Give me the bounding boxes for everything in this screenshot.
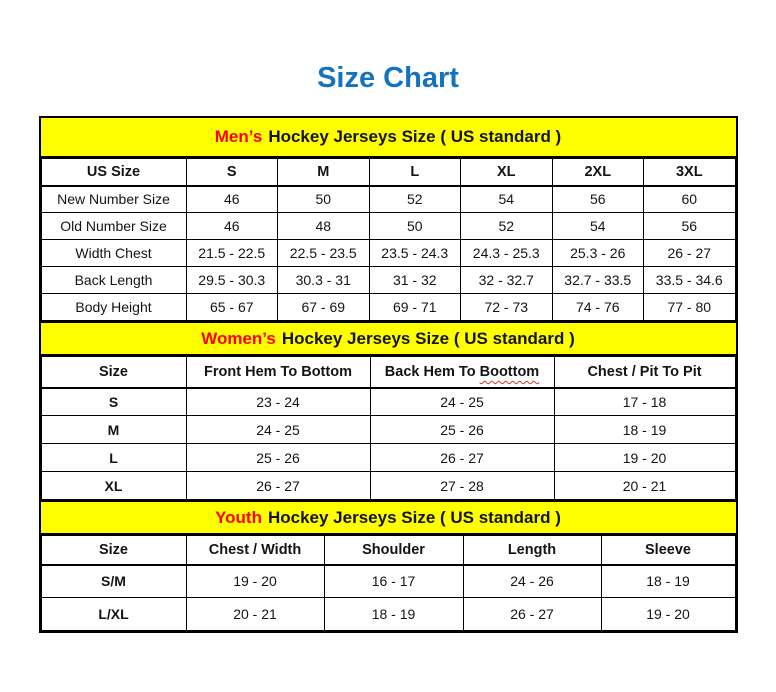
- table-row: [41, 444, 735, 472]
- table-cell: 30.3 - 31: [278, 267, 370, 294]
- table-cell: 19 - 20: [186, 565, 324, 598]
- youth-banner-text: Hockey Jerseys Size ( US standard ): [267, 507, 561, 527]
- table-cell: 54: [552, 213, 644, 240]
- table-cell: 72 - 73: [461, 294, 553, 321]
- row-label: XL: [41, 472, 186, 500]
- table-cell: 24 - 25: [370, 388, 554, 416]
- table-cell: 27 - 28: [370, 472, 554, 500]
- table-cell: 54: [461, 186, 553, 213]
- table-cell: 48: [278, 213, 370, 240]
- table-row: [41, 357, 735, 388]
- row-label: L/XL: [41, 598, 186, 631]
- table-cell: 56: [644, 213, 736, 240]
- table-row: [41, 565, 735, 598]
- page-title: Size Chart: [317, 62, 459, 94]
- table-cell: 18 - 19: [324, 598, 463, 631]
- youth-section-banner: [41, 500, 736, 535]
- womens-banner-text: Hockey Jerseys Size ( US standard ): [281, 328, 575, 348]
- column-header: XL: [461, 159, 553, 186]
- column-header: Length: [463, 536, 601, 565]
- table-row: [41, 294, 735, 321]
- youth-banner-highlight: Youth: [215, 507, 262, 527]
- column-header: Size: [41, 536, 186, 565]
- column-header: Size: [41, 357, 186, 388]
- table-cell: 52: [369, 186, 461, 213]
- row-label: Width Chest: [41, 240, 186, 267]
- column-header: Front Hem To Bottom: [186, 357, 370, 388]
- table-row: [41, 213, 735, 240]
- youth-size-table: [41, 535, 736, 631]
- table-cell: 56: [552, 186, 644, 213]
- table-cell: 18 - 19: [601, 565, 735, 598]
- column-header: S: [186, 159, 278, 186]
- mens-section-banner: [41, 118, 736, 158]
- table-cell: 46: [186, 186, 278, 213]
- womens-banner-highlight: Women’s: [201, 328, 276, 348]
- table-row: [41, 388, 735, 416]
- table-cell: 23.5 - 24.3: [369, 240, 461, 267]
- column-header: Chest / Pit To Pit: [554, 357, 735, 388]
- table-cell: 25.3 - 26: [552, 240, 644, 267]
- table-cell: 20 - 21: [554, 472, 735, 500]
- table-cell: 23 - 24: [186, 388, 370, 416]
- mens-banner-highlight: Men’s: [214, 127, 263, 146]
- table-cell: 26 - 27: [186, 472, 370, 500]
- table-cell: 32.7 - 33.5: [552, 267, 644, 294]
- table-cell: 24.3 - 25.3: [461, 240, 553, 267]
- row-label: Back Length: [41, 267, 186, 294]
- row-label: New Number Size: [41, 186, 186, 213]
- table-cell: 18 - 19: [554, 416, 735, 444]
- row-label: Body Height: [41, 294, 186, 321]
- column-header: M: [278, 159, 370, 186]
- table-cell: 33.5 - 34.6: [644, 267, 736, 294]
- row-label: S: [41, 388, 186, 416]
- table-row: [41, 186, 735, 213]
- table-row: [41, 598, 735, 631]
- table-cell: 24 - 25: [186, 416, 370, 444]
- table-row: [41, 159, 735, 186]
- table-row: [41, 267, 735, 294]
- table-cell: 21.5 - 22.5: [186, 240, 278, 267]
- column-header: Sleeve: [601, 536, 735, 565]
- table-cell: 20 - 21: [186, 598, 324, 631]
- table-cell: 77 - 80: [644, 294, 736, 321]
- row-label: L: [41, 444, 186, 472]
- mens-size-table: [41, 158, 736, 321]
- table-cell: 26 - 27: [644, 240, 736, 267]
- table-cell: 69 - 71: [369, 294, 461, 321]
- table-cell: 26 - 27: [463, 598, 601, 631]
- column-header: 2XL: [552, 159, 644, 186]
- table-cell: 74 - 76: [552, 294, 644, 321]
- table-cell: 26 - 27: [370, 444, 554, 472]
- table-cell: 31 - 32: [369, 267, 461, 294]
- table-row: [41, 240, 735, 267]
- table-cell: 67 - 69: [278, 294, 370, 321]
- column-header: L: [369, 159, 461, 186]
- mens-banner-text: Hockey Jerseys Size ( US standard ): [268, 127, 562, 146]
- row-label: M: [41, 416, 186, 444]
- table-cell: 19 - 20: [554, 444, 735, 472]
- column-header: US Size: [41, 159, 186, 186]
- table-cell: 24 - 26: [463, 565, 601, 598]
- size-chart-table: [39, 116, 738, 633]
- table-cell: 19 - 20: [601, 598, 735, 631]
- table-cell: 50: [278, 186, 370, 213]
- row-label: Old Number Size: [41, 213, 186, 240]
- womens-section-banner: [41, 321, 736, 356]
- column-header-text: Back Hem To: [384, 363, 476, 380]
- column-header: Chest / Width: [186, 536, 324, 565]
- table-cell: 29.5 - 30.3: [186, 267, 278, 294]
- table-row: [41, 536, 735, 565]
- misspelled-word: Boottom: [479, 363, 540, 380]
- table-cell: 50: [369, 213, 461, 240]
- table-cell: 46: [186, 213, 278, 240]
- table-cell: 65 - 67: [186, 294, 278, 321]
- table-cell: 22.5 - 23.5: [278, 240, 370, 267]
- column-header: Shoulder: [324, 536, 463, 565]
- table-cell: 25 - 26: [186, 444, 370, 472]
- table-cell: 52: [461, 213, 553, 240]
- table-cell: 17 - 18: [554, 388, 735, 416]
- table-cell: 16 - 17: [324, 565, 463, 598]
- column-header: [370, 357, 554, 388]
- womens-size-table: [41, 356, 736, 500]
- table-cell: 60: [644, 186, 736, 213]
- table-cell: 32 - 32.7: [461, 267, 553, 294]
- table-row: [41, 472, 735, 500]
- table-cell: 25 - 26: [370, 416, 554, 444]
- column-header: 3XL: [644, 159, 736, 186]
- row-label: S/M: [41, 565, 186, 598]
- table-row: [41, 416, 735, 444]
